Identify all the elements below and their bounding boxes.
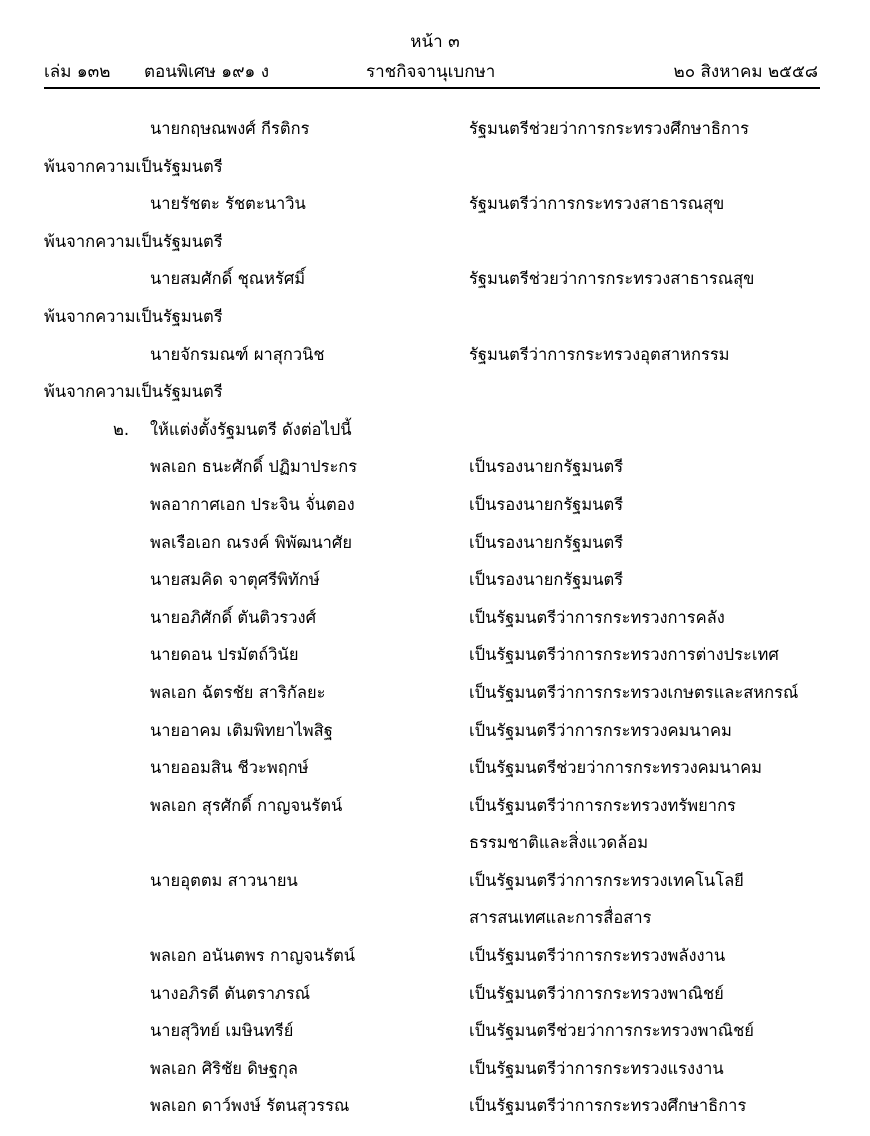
appointed-entry	[0, 935, 870, 973]
appointed-entry	[0, 973, 870, 1011]
minister-name: นายออมสิน ชีวะพฤกษ์	[150, 758, 309, 778]
minister-role: เป็นรัฐมนตรีว่าการกระทรวงแรงงาน	[469, 1058, 724, 1078]
removed-entry	[0, 108, 870, 146]
removal-note: พ้นจากความเป็นรัฐมนตรี	[44, 231, 223, 251]
minister-role: เป็นรัฐมนตรีว่าการกระทรวงการต่างประเทศ	[469, 645, 779, 665]
minister-name: นายสมศักดิ์ ชุณหรัศมิ์	[150, 269, 306, 289]
minister-role: เป็นรองนายกรัฐมนตรี	[469, 457, 624, 477]
appointed-entry	[0, 785, 870, 823]
section-text: ให้แต่งตั้งรัฐมนตรี ดังต่อไปนี้	[150, 419, 352, 439]
appointed-entry	[0, 1010, 870, 1048]
appointed-entry	[0, 860, 870, 898]
removal-note: พ้นจากความเป็นรัฐมนตรี	[44, 306, 223, 326]
appointed-entry	[0, 446, 870, 484]
gazette-header	[44, 58, 818, 84]
minister-name: พลเอก ดาว์พงษ์ รัตนสุวรรณ	[150, 1096, 350, 1116]
minister-role: เป็นรองนายกรัฐมนตรี	[469, 494, 624, 514]
minister-role: เป็นรัฐมนตรีช่วยว่าการกระทรวงพาณิชย์	[469, 1021, 754, 1041]
minister-role: รัฐมนตรีช่วยว่าการกระทรวงสาธารณสุข	[469, 269, 755, 289]
minister-role: เป็นรัฐมนตรีว่าการกระทรวงพลังงาน	[469, 946, 726, 966]
header-divider	[44, 87, 820, 89]
removed-entry	[0, 258, 870, 296]
minister-name: นายสมคิด จาตุศรีพิทักษ์	[150, 570, 320, 590]
removal-note-row	[0, 146, 870, 184]
role-continuation-row	[0, 822, 870, 860]
appointed-entry	[0, 597, 870, 635]
minister-name: พลเอก ธนะศักดิ์ ปฏิมาประกร	[150, 457, 358, 477]
minister-role: รัฐมนตรีช่วยว่าการกระทรวงศึกษาธิการ	[469, 119, 750, 138]
issue-label: ตอนพิเศษ ๑๙๑ ง	[144, 62, 270, 82]
appointed-entry	[0, 672, 870, 710]
minister-name: นายสุวิทย์ เมษินทรีย์	[150, 1021, 294, 1041]
appointed-entry	[0, 634, 870, 672]
minister-name: นายดอน ปรมัตถ์วินัย	[150, 645, 299, 665]
minister-name: พลเอก ฉัตรชัย สาริกัลยะ	[150, 682, 326, 702]
minister-role: เป็นรัฐมนตรีว่าการกระทรวงการคลัง	[469, 607, 725, 627]
appointed-entry	[0, 710, 870, 748]
minister-name: นางอภิรดี ตันตราภรณ์	[150, 983, 311, 1003]
minister-role: เป็นรัฐมนตรีว่าการกระทรวงเทคโนโลยี	[469, 870, 744, 890]
minister-role: เป็นรัฐมนตรีว่าการกระทรวงศึกษาธิการ	[469, 1096, 747, 1116]
role-continuation-row	[0, 897, 870, 935]
minister-role: เป็นรัฐมนตรีว่าการกระทรวงเกษตรและสหกรณ์	[469, 682, 799, 702]
appointed-entry	[0, 559, 870, 597]
minister-name: นายจักรมณฑ์ ผาสุกวนิช	[150, 344, 325, 364]
minister-name: นายรัชตะ รัชตะนาวิน	[150, 194, 306, 214]
minister-name: พลเอก ศิริชัย ดิษฐกุล	[150, 1058, 299, 1078]
page-number: หน้า ๓	[410, 32, 460, 52]
minister-role: เป็นรัฐมนตรีว่าการกระทรวงทรัพยากร	[469, 795, 736, 815]
removal-note: พ้นจากความเป็นรัฐมนตรี	[44, 382, 223, 402]
removal-note-row	[0, 296, 870, 334]
appointed-entry	[0, 1048, 870, 1086]
removed-entry	[0, 334, 870, 372]
appointed-entry	[0, 522, 870, 560]
section-heading	[0, 409, 870, 447]
minister-role: รัฐมนตรีว่าการกระทรวงอุตสาหกรรม	[469, 344, 730, 364]
removed-entry	[0, 183, 870, 221]
removal-note-row	[0, 221, 870, 259]
minister-name: นายอุตตม สาวนายน	[150, 870, 298, 890]
section-number: ๒.	[113, 419, 130, 439]
minister-role-continued: ธรรมชาติและสิ่งแวดล้อม	[469, 833, 649, 853]
removal-note-row	[0, 371, 870, 409]
minister-role: เป็นรัฐมนตรีว่าการกระทรวงคมนาคม	[469, 720, 732, 740]
minister-role: เป็นรัฐมนตรีว่าการกระทรวงพาณิชย์	[469, 983, 724, 1003]
minister-role: เป็นรองนายกรัฐมนตรี	[469, 570, 624, 590]
minister-role-continued: สารสนเทศและการสื่อสาร	[469, 908, 652, 928]
minister-name: พลเอก อนันตพร กาญจนรัตน์	[150, 946, 356, 966]
removal-note: พ้นจากความเป็นรัฐมนตรี	[44, 156, 223, 176]
minister-name: นายกฤษณพงศ์ กีรติกร	[150, 119, 310, 138]
minister-role: เป็นรองนายกรัฐมนตรี	[469, 532, 624, 552]
minister-role: รัฐมนตรีว่าการกระทรวงสาธารณสุข	[469, 194, 725, 214]
appointed-entry	[0, 1085, 870, 1123]
minister-name: นายอาคม เติมพิทยาไพสิฐ	[150, 720, 333, 740]
minister-name: พลอากาศเอก ประจิน จั่นตอง	[150, 494, 355, 514]
minister-name: พลเอก สุรศักดิ์ กาญจนรัตน์	[150, 795, 343, 815]
minister-name: นายอภิศักดิ์ ตันติวรวงศ์	[150, 607, 317, 627]
appointed-entry	[0, 484, 870, 522]
volume-number: เล่ม ๑๓๒	[44, 62, 111, 82]
appointed-entry	[0, 747, 870, 785]
minister-role: เป็นรัฐมนตรีช่วยว่าการกระทรวงคมนาคม	[469, 758, 763, 778]
gazette-title: ราชกิจจานุเบกษา	[366, 62, 496, 82]
issue-date: ๒๐ สิงหาคม ๒๕๕๘	[673, 62, 818, 82]
document-body	[0, 108, 870, 1123]
minister-name: พลเรือเอก ณรงค์ พิพัฒนาศัย	[150, 532, 353, 552]
